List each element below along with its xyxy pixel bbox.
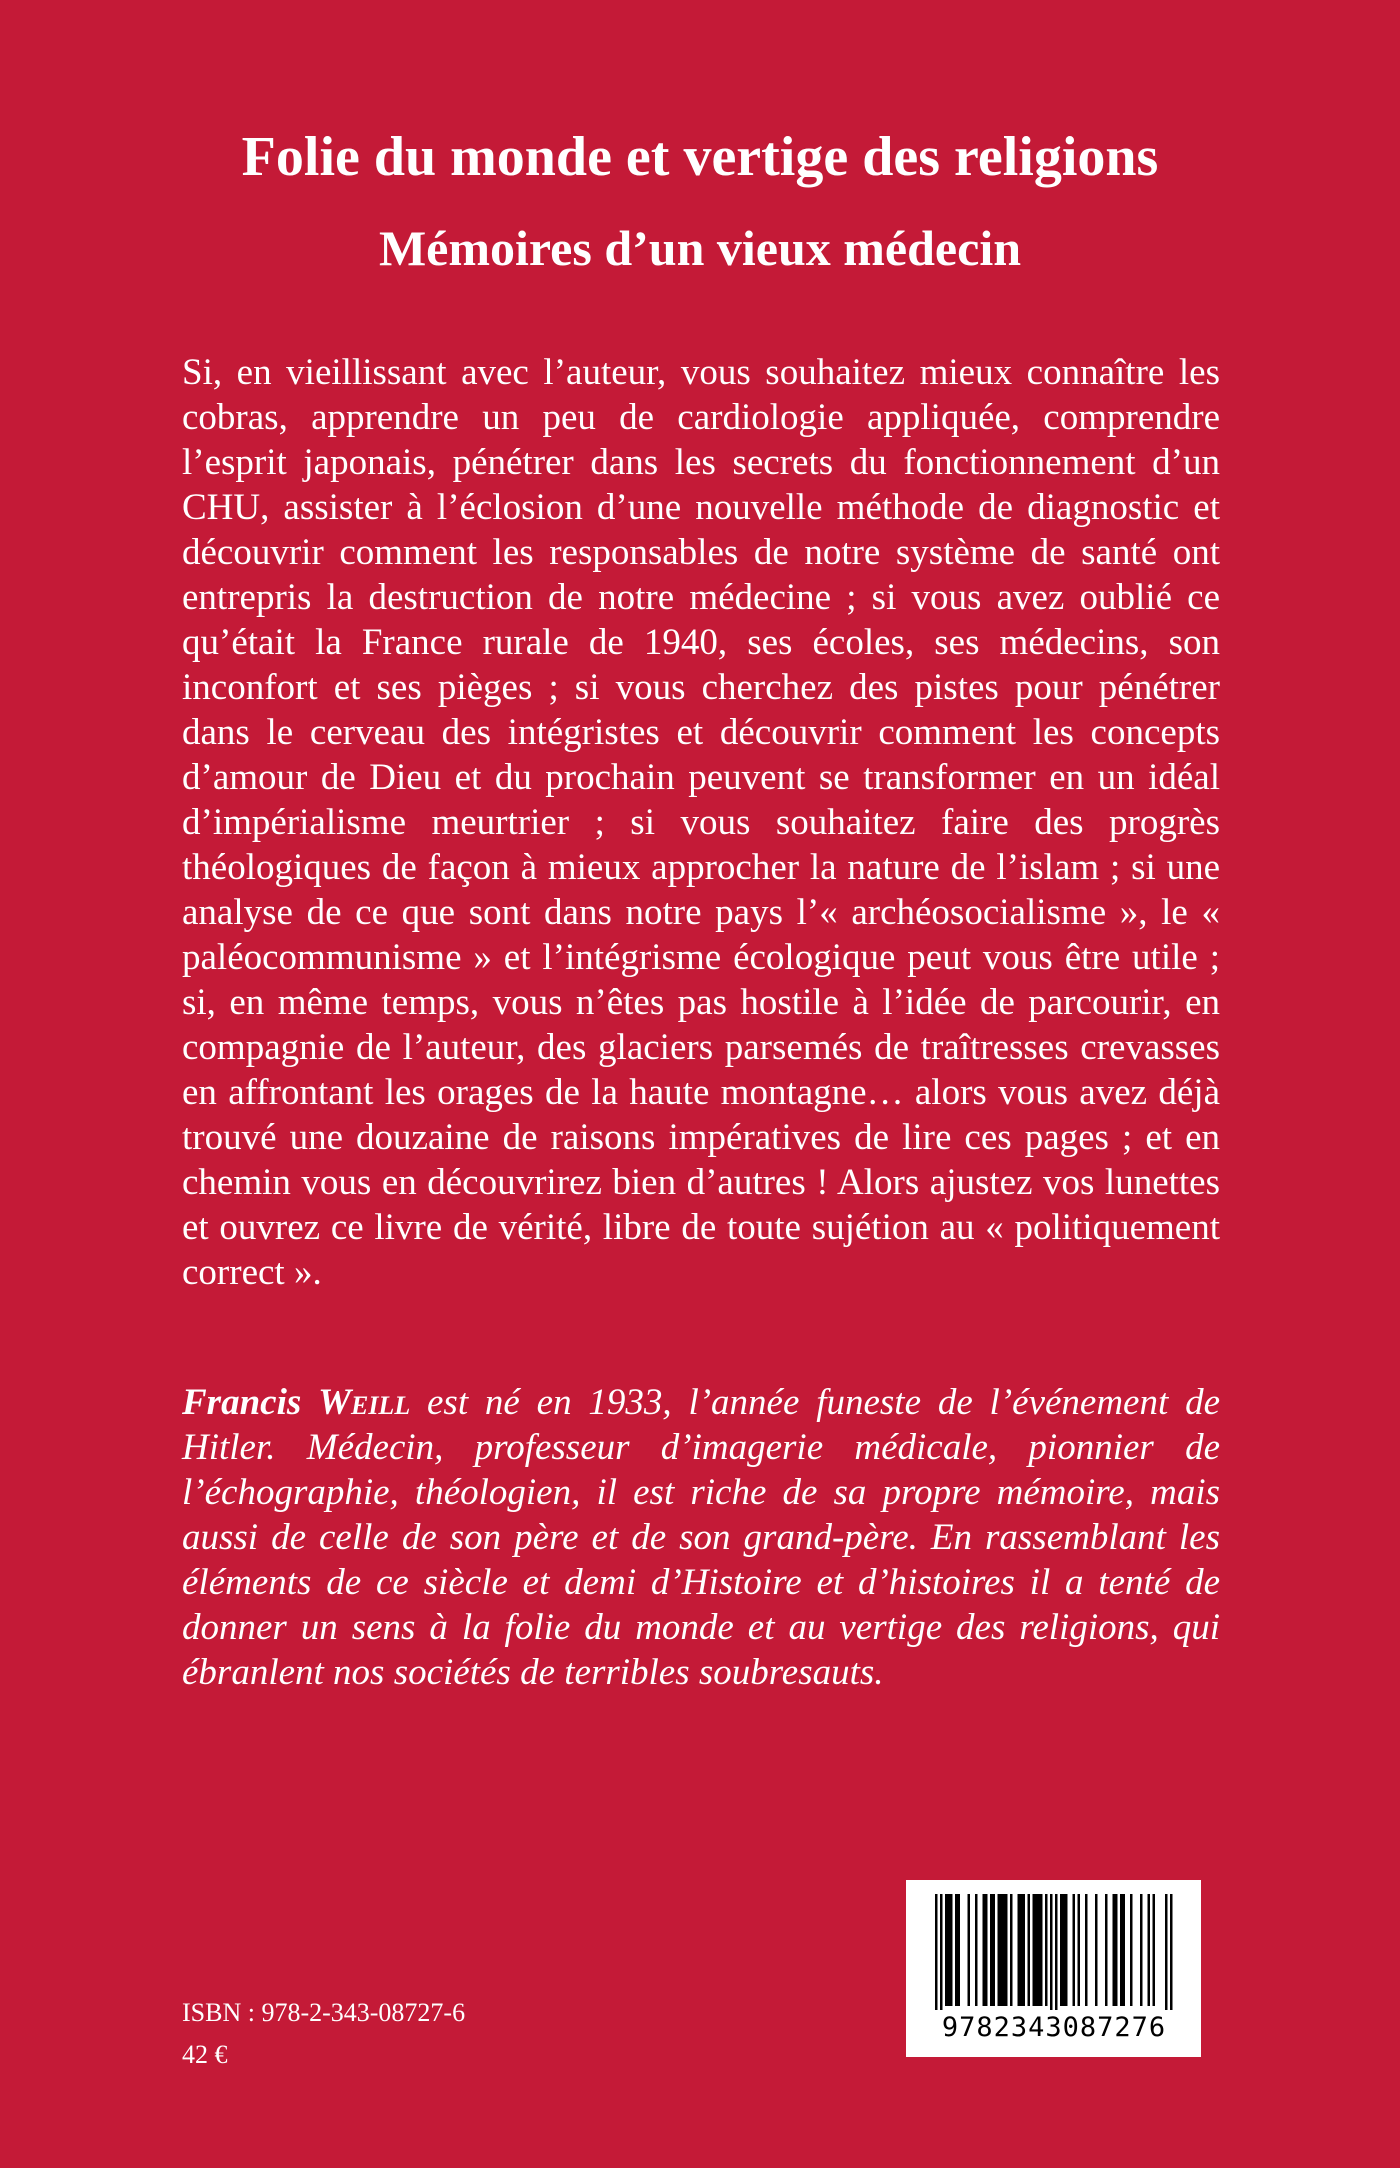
barcode-bar [1045,1894,1048,2006]
barcode-bar [935,1894,938,2010]
isbn: ISBN : 978-2-343-08727-6 [182,1998,466,2027]
barcode-bar [1113,1894,1116,2006]
author-bio-text: est né en 1933, l’année funeste de l’événement de Hitler. Médecin, professeur d’imagerie médicale, pionnier de l’échographie, théologien, il est riche de sa propre mémoire, mais aussi de celle de son père et de son grand-père. En rassemblant les éléments de ce siècle et demi d’Histoire et d’histoires il a tenté de donner un sens à la folie du monde et au vertige des religions, qui ébranlent nos sociétés de terribles soubresauts. [182,1382,1220,1693]
barcode-bar [1038,1894,1041,2006]
barcode-bar [1120,1894,1123,2006]
author-bio [182,1380,1220,1695]
book-subtitle: Mémoires d’un vieux médecin [378,220,1022,276]
barcode-bar [1115,1894,1118,2006]
barcode-bar [948,1894,951,2006]
barcode-bar [1105,1894,1108,2006]
barcode-bar [1020,1894,1023,2006]
barcode-bar [955,1894,958,2006]
barcode-bar [1010,1894,1013,2006]
barcode-bar [1023,1894,1026,2006]
barcode-bar [1165,1894,1168,2010]
barcode-bar [945,1894,948,2006]
author-last-name: Weill [318,1382,411,1423]
barcode-bar [1153,1894,1156,2006]
barcode-bar [950,1894,953,2006]
barcode-bar [1028,1894,1031,2006]
barcode-bar [1060,1894,1063,2006]
author-first-name: Francis [182,1382,302,1423]
barcode-bar [1140,1894,1143,2006]
barcode-bar [1040,1894,1043,2006]
barcode-bar [958,1894,961,2006]
barcode-bar [1000,1894,1003,2006]
barcode-bar [1005,1894,1008,2006]
barcode-bar [1063,1894,1066,2006]
barcode-bar [1018,1894,1021,2006]
barcode-bar [1123,1894,1126,2006]
barcode-bar [1055,1894,1058,2010]
barcode-bar [983,1894,986,2006]
barcode [906,1880,1201,2057]
book-title: Folie du monde et vertige des religions [241,126,1159,188]
barcode-bar [998,1894,1001,2006]
barcode-bar [940,1894,943,2010]
barcode-bar [993,1894,996,2006]
barcode-bar [1085,1894,1088,2006]
barcode-bar [1035,1894,1038,2006]
barcode-bar [1078,1894,1081,2006]
back-cover-blurb: Si, en vieillissant avec l’auteur, vous souhaitez mieux connaître les cobras, apprendre un peu de cardiologie appliquée, comprendre l’esprit japonais, pénétrer dans les secrets du fonctionnement d’un CHU, assister à l’éclosion d’une nouvelle méthode de diagnostic et découvrir comment les responsables de notre système de santé ont entrepris la destruction de notre médecine ; si vous avez oublié ce qu’était la France rurale de 1940, ses écoles, ses médecins, son inconfort et ses pièges ; si vous cherchez des pistes pour pénétrer dans le cerveau des intégristes et découvrir comment les concepts d’amour de Dieu et du prochain peuvent se transformer en un idéal d’impérialisme meurtrier ; si vous souhaitez faire des progrès théologiques de façon à mieux approcher la nature de l’islam ; si une analyse de ce que sont dans notre pays l’« archéosocialisme », le « paléocommunisme » et l’intégrisme écologique peut vous être utile ; si, en même temps, vous n’êtes pas hostile à l’idée de parcourir, en compagnie de l’auteur, des glaciers parsemés de traîtresses crevasses en affrontant les orages de la haute montagne… alors vous avez déjà trouvé une douzaine de raisons impératives de lire ces pages ; et en chemin vous en découvrirez bien d’autres ! Alors ajustez vos lunettes et ouvrez ce livre de vérité, libre de toute sujétion au « politiquement correct ». [182,352,1220,1293]
barcode-bar [990,1894,993,2006]
barcode-bar [1148,1894,1151,2006]
barcode-bar [1065,1894,1068,2006]
price: 42 € [182,2040,228,2069]
barcode-bar [1033,1894,1036,2006]
barcode-bar [1073,1894,1076,2006]
barcode-bar [975,1894,978,2006]
barcode-bar [985,1894,988,2006]
barcode-bar [1003,1894,1006,2006]
barcode-bars [924,1894,1184,2010]
barcode-bar [1130,1894,1133,2006]
barcode-bar [968,1894,971,2006]
barcode-digits: 9782343087276 [941,2012,1167,2043]
barcode-bar [1050,1894,1053,2010]
barcode-bar [1170,1894,1173,2010]
barcode-bar [1095,1894,1098,2006]
